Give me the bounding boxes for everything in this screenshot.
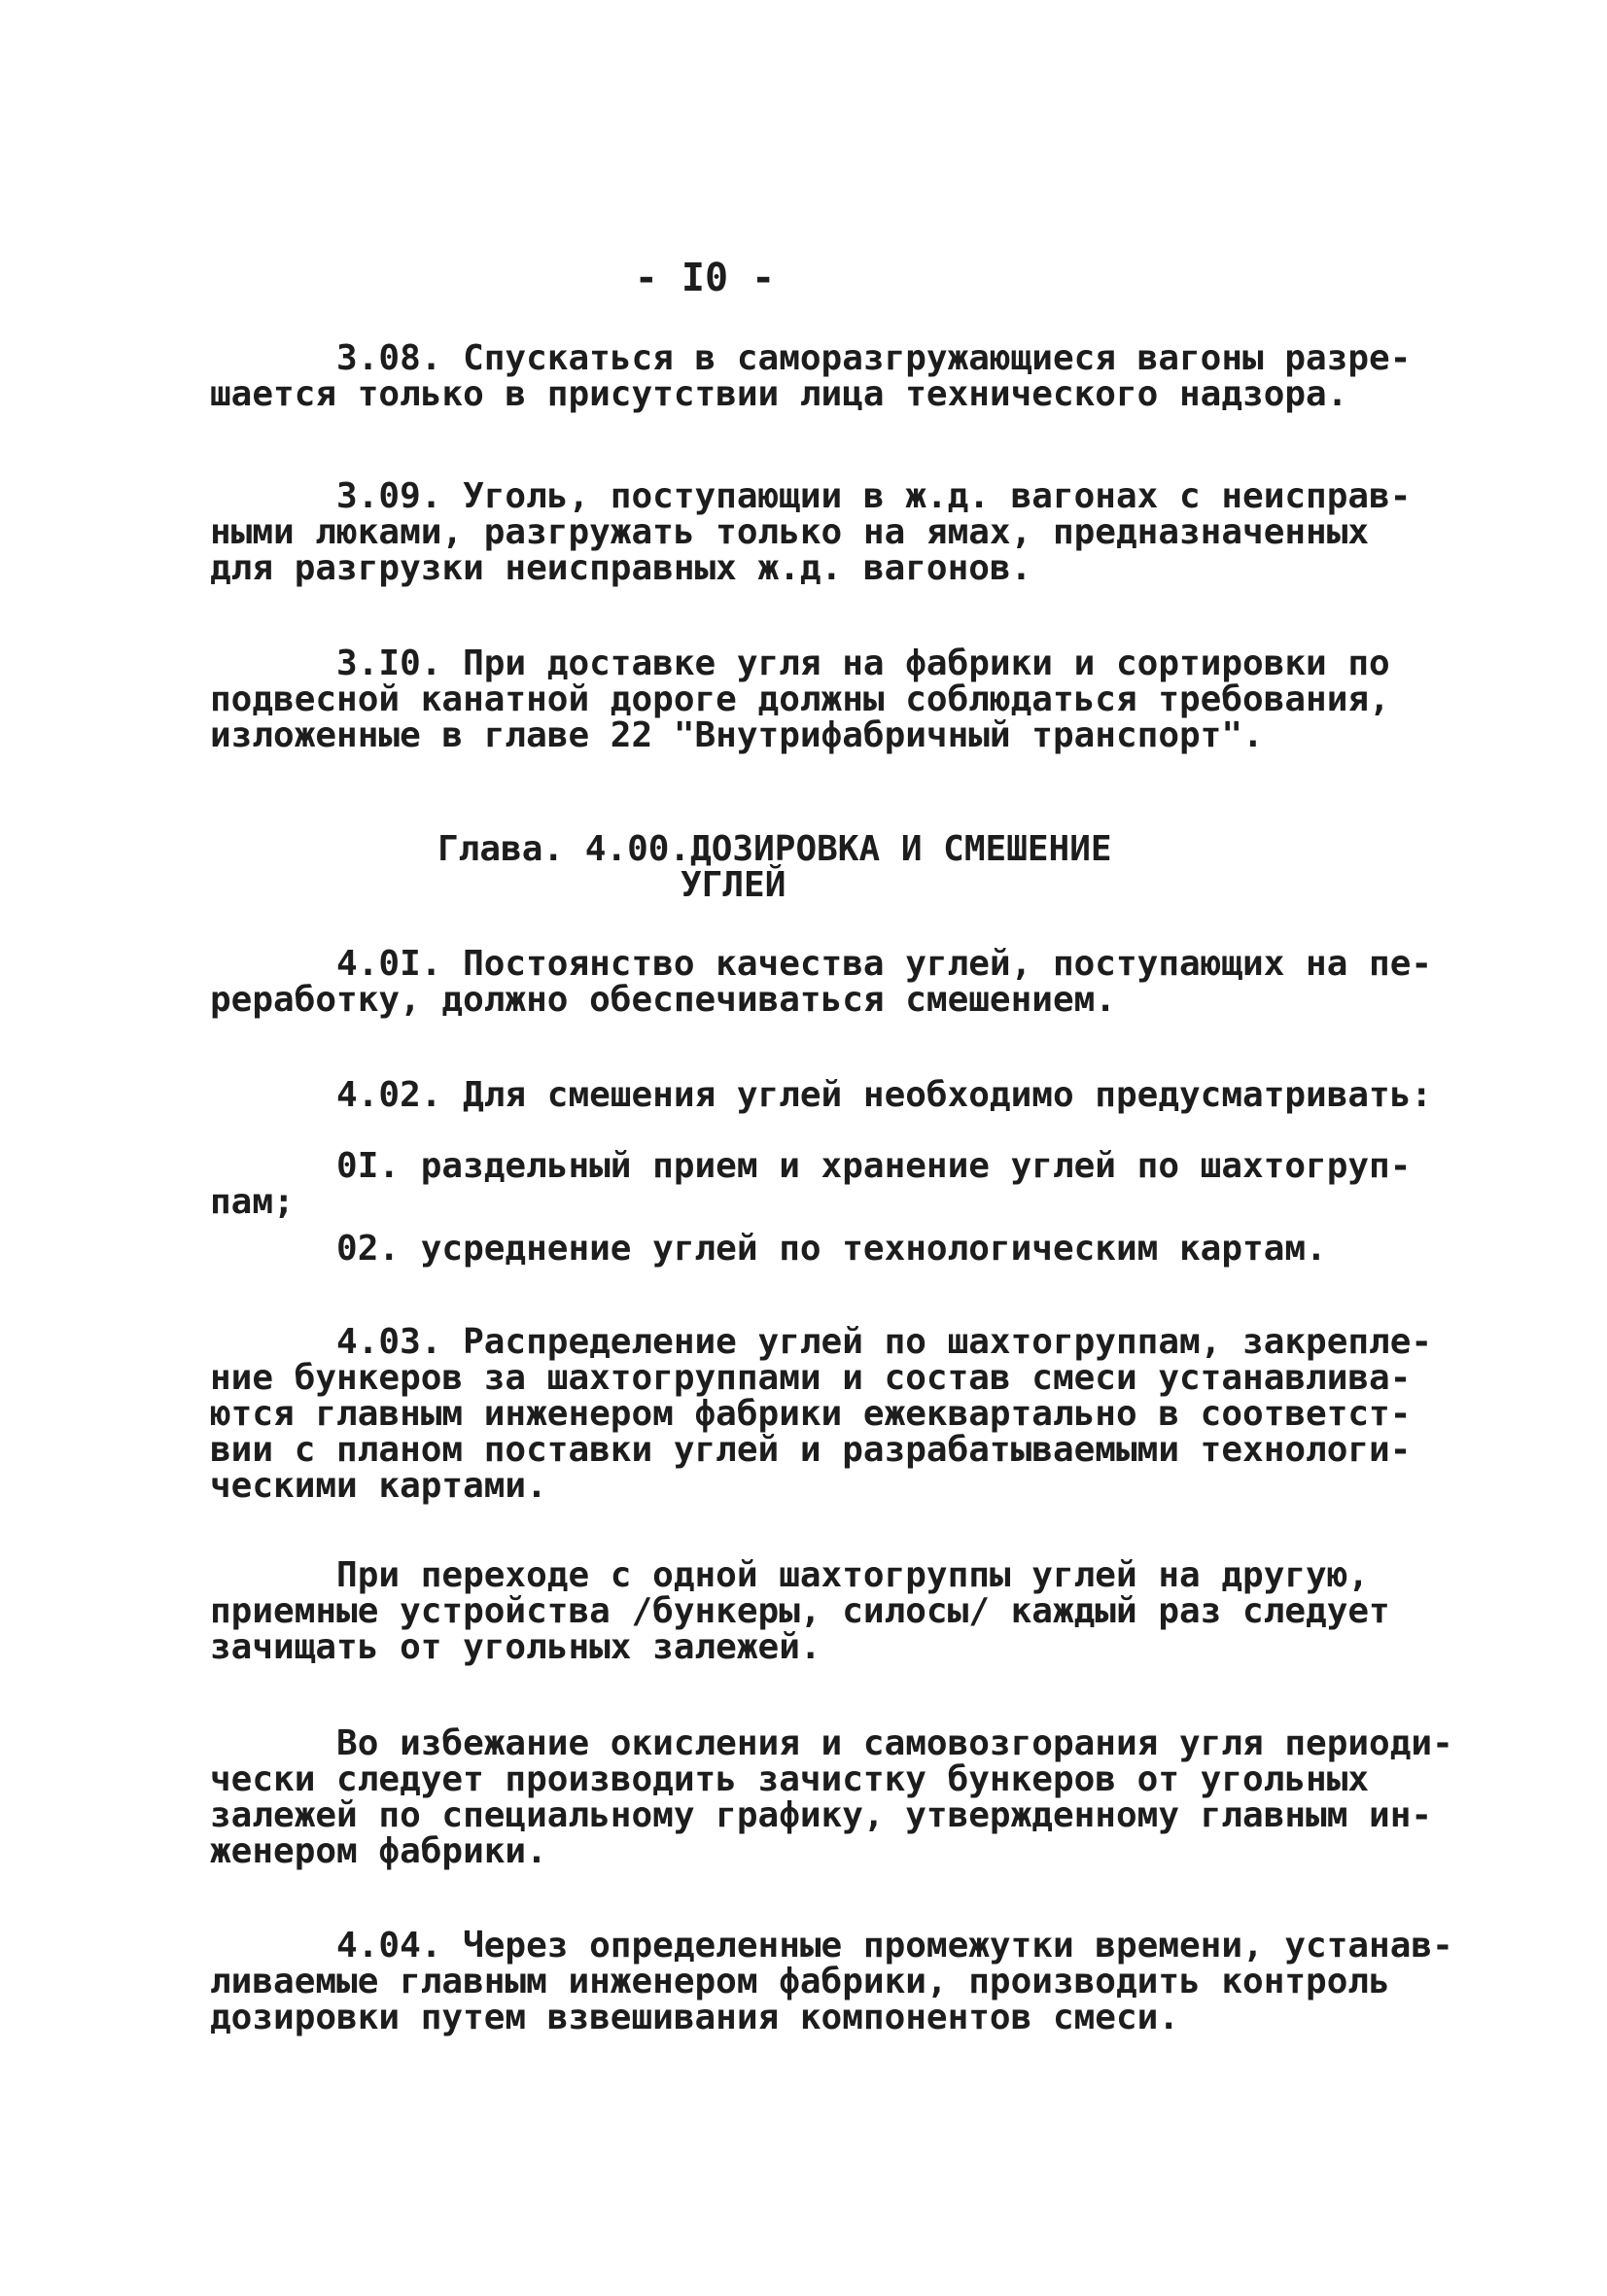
chapter-heading bbox=[0, 831, 1607, 903]
paragraph-4-04 bbox=[210, 1926, 1453, 2037]
text-line: 02. усреднение углей по технологическим картам. bbox=[210, 1229, 1327, 1269]
paragraph-4-02 bbox=[210, 1075, 1433, 1115]
text-line: зачищать от угольных залежей. bbox=[210, 1627, 821, 1667]
text-line: При переходе с одной шахтогруппы углей на другую, bbox=[210, 1555, 1370, 1595]
paragraph-4-03 bbox=[210, 1322, 1433, 1506]
paragraph-3-08 bbox=[210, 338, 1412, 414]
text-line: 4.04. Через определенные промежутки времени, устанав- bbox=[210, 1926, 1453, 1966]
text-line: ливаемые главным инженером фабрики, производить контроль bbox=[210, 1962, 1390, 2001]
text-line: женером фабрики. bbox=[210, 1831, 547, 1871]
text-line: вии с планом поставки углей и разрабатываемыми технологи- bbox=[210, 1430, 1412, 1470]
text-line: 3.08. Спускаться в саморазгружающиеся вагоны разре- bbox=[210, 338, 1412, 378]
text-line: Во избежание окисления и самовозгорания угля периоди- bbox=[210, 1723, 1453, 1763]
text-line: чески следует производить зачистку бункеров от угольных bbox=[210, 1759, 1370, 1799]
text-line: 3.I0. При доставке угля на фабрики и сортировки по bbox=[210, 644, 1390, 683]
text-line: 3.09. Уголь, поступающии в ж.д. вагонах с неисправ- bbox=[210, 476, 1412, 516]
text-line: ются главным инженером фабрики ежеквартально в соответст- bbox=[210, 1394, 1412, 1434]
paragraph-4-01 bbox=[210, 944, 1433, 1020]
text-line: шается только в присутствии лица технического надзора. bbox=[210, 374, 1348, 414]
text-line: 4.03. Распределение углей по шахтогруппам, закрепле- bbox=[210, 1322, 1433, 1362]
text-line: для разгрузки неисправных ж.д. вагонов. bbox=[210, 548, 1032, 588]
text-line: приемные устройства /бункеры, силосы/ каждый раз следует bbox=[210, 1591, 1390, 1631]
text-line: 4.02. Для смешения углей необходимо предусматривать: bbox=[210, 1075, 1433, 1115]
text-line: реработку, должно обеспечиваться смешением. bbox=[210, 980, 1116, 1020]
text-line: подвесной канатной дороге должны соблюдаться требования, bbox=[210, 679, 1390, 719]
text-line: дозировки путем взвешивания компонентов смеси. bbox=[210, 1998, 1179, 2037]
chapter-title: Глава. 4.00.ДОЗИРОВКА И СМЕШЕНИЕ bbox=[437, 829, 1112, 869]
paragraph-4-02-item-02 bbox=[210, 1231, 1406, 1267]
paragraph-4-03-oxidation bbox=[210, 1723, 1453, 1871]
text-line: 0I. раздельный прием и хранение углей по шахтогруп- bbox=[210, 1146, 1412, 1186]
text-line: пам; bbox=[210, 1182, 295, 1222]
chapter-title-continuation: УГЛЕЙ bbox=[681, 865, 786, 905]
text-line: ными люками, разгружать только на ямах, предназначенных bbox=[210, 512, 1370, 552]
paragraph-4-02-item-01 bbox=[210, 1146, 1412, 1222]
paragraph-3-09 bbox=[210, 476, 1412, 588]
text-line: изложенные в главе 22 "Внутрифабричный транспорт". bbox=[210, 715, 1264, 755]
text-line: ческими картами. bbox=[210, 1466, 547, 1506]
page-number: - I0 - bbox=[634, 256, 776, 300]
text-line: 4.0I. Постоянство качества углей, поступающих на пе- bbox=[210, 944, 1433, 984]
text-line: залежей по специальному графику, утвержденному главным ин- bbox=[210, 1795, 1433, 1835]
paragraph-4-03-transition bbox=[210, 1557, 1406, 1665]
paragraph-3-10 bbox=[210, 645, 1406, 753]
text-line: ние бункеров за шахтогруппами и состав смеси устанавлива- bbox=[210, 1358, 1412, 1398]
